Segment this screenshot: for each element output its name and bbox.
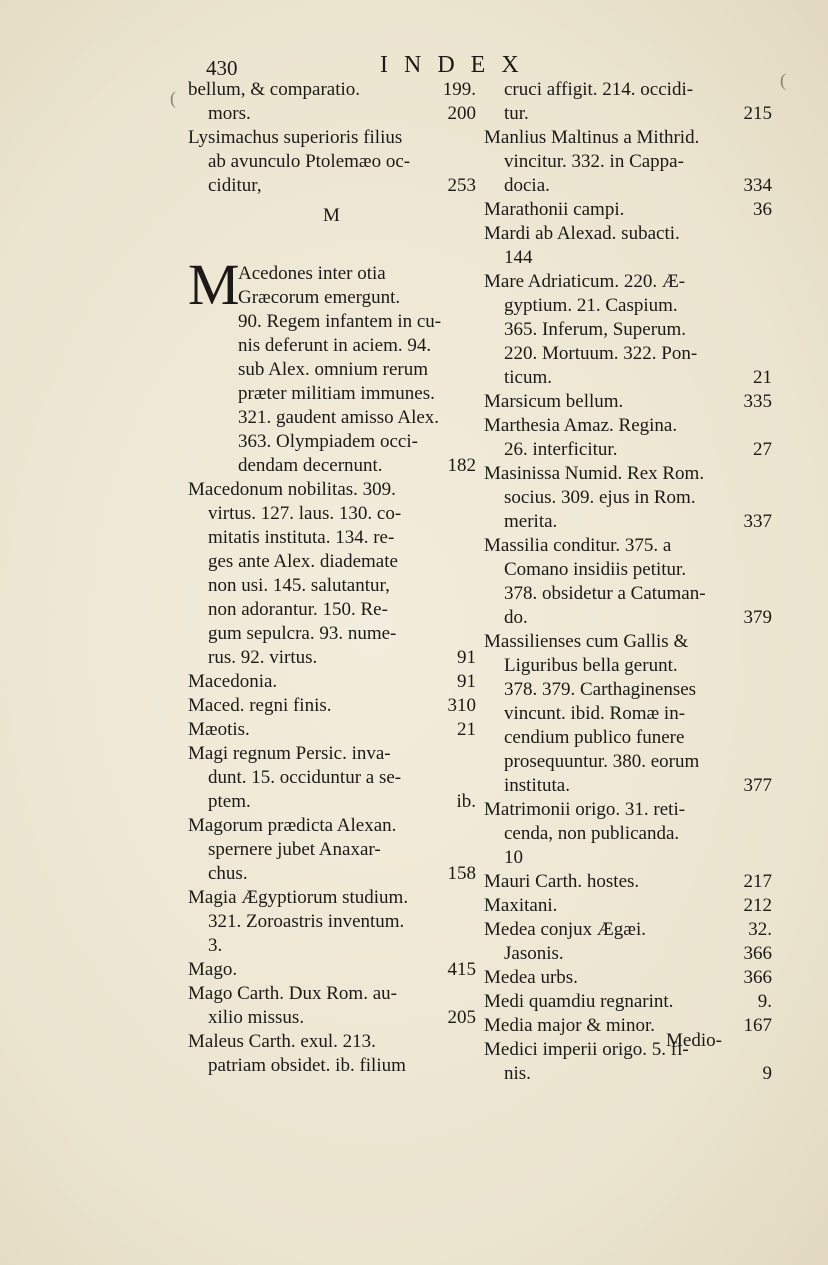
index-text: Mago. — [188, 959, 238, 980]
index-text: non adorantur. 150. Re- — [208, 599, 388, 620]
index-entry — [188, 958, 476, 982]
index-text: Acedones inter otia — [238, 263, 386, 284]
page-reference: 182 — [447, 455, 476, 476]
index-line — [188, 646, 476, 670]
index-entry — [188, 718, 476, 742]
index-text: ab avunculo Ptolemæo oc- — [208, 151, 411, 172]
index-line — [188, 718, 476, 742]
index-line — [484, 918, 772, 942]
index-text: prosequuntur. 380. eorum — [504, 751, 700, 772]
index-entry — [484, 630, 772, 798]
index-line — [484, 438, 772, 462]
index-line — [484, 774, 772, 798]
index-entry — [484, 990, 772, 1014]
page-reference — [472, 382, 476, 406]
page-reference: 310 — [447, 695, 476, 716]
index-text: 378. obsidetur a Catuman- — [504, 583, 706, 604]
index-entry — [484, 414, 772, 462]
page-reference — [472, 574, 476, 598]
index-text: cenda, non publicanda. — [504, 823, 680, 844]
index-line — [188, 934, 476, 958]
index-line — [188, 1030, 476, 1054]
index-line — [484, 798, 772, 822]
index-text: mors. — [208, 103, 251, 124]
index-text: socius. 309. ejus in Rom. — [504, 487, 696, 508]
index-text: Magi regnum Persic. inva- — [188, 743, 391, 764]
index-text: gum sepulcra. 93. nume- — [208, 623, 397, 644]
index-text: bellum, & comparatio. — [188, 79, 361, 100]
index-line — [484, 390, 772, 414]
page-reference — [768, 654, 772, 678]
index-text: mitatis instituta. 134. re- — [208, 527, 395, 548]
page-reference — [768, 486, 772, 510]
page-reference: 377 — [743, 775, 772, 796]
margin-mark: ( — [170, 88, 176, 108]
page-reference: 27 — [753, 439, 772, 460]
index-text: ptem. — [208, 791, 251, 812]
index-text: Liguribus bella gerunt. — [504, 655, 678, 676]
page-reference — [472, 358, 476, 382]
index-line — [188, 838, 476, 862]
index-text: virtus. 127. laus. 130. co- — [208, 503, 402, 524]
index-text: patriam obsidet. ib. filium — [208, 1055, 406, 1076]
index-line — [188, 1006, 476, 1030]
index-text: Mauri Carth. hostes. — [484, 871, 640, 892]
index-text: Maced. regni finis. — [188, 695, 332, 716]
index-entry — [188, 982, 476, 1030]
index-line — [484, 342, 772, 366]
index-text: Magia Ægyptiorum studium. — [188, 887, 409, 908]
page-reference — [768, 726, 772, 750]
index-text: Macedonia. — [188, 671, 278, 692]
page-reference — [768, 822, 772, 846]
index-entry — [484, 1014, 772, 1038]
index-text: Lysimachus superioris filius — [188, 127, 403, 148]
page-reference — [472, 262, 476, 286]
index-line — [238, 310, 476, 334]
page-reference — [768, 678, 772, 702]
index-text: 365. Inferum, Superum. — [504, 319, 687, 340]
page-reference: 199. — [442, 79, 476, 100]
index-line — [484, 702, 772, 726]
index-line — [188, 694, 476, 718]
page-reference — [472, 478, 476, 502]
index-text: chus. — [208, 863, 248, 884]
index-line — [188, 78, 476, 102]
index-text: nis. — [504, 1063, 531, 1084]
page-reference — [768, 78, 772, 102]
index-line — [188, 550, 476, 574]
page-reference: 9 — [762, 1063, 772, 1084]
page-reference — [768, 270, 772, 294]
page-reference — [768, 294, 772, 318]
index-line — [238, 358, 476, 382]
margin-mark: ( — [780, 70, 786, 90]
index-line — [484, 246, 772, 270]
page-reference: 415 — [447, 959, 476, 980]
page-reference: 21 — [753, 367, 772, 388]
page-reference — [768, 558, 772, 582]
page-reference: 335 — [743, 391, 772, 412]
page-reference — [768, 462, 772, 486]
index-text: merita. — [504, 511, 558, 532]
index-text: Marsicum bellum. — [484, 391, 624, 412]
page-reference — [768, 582, 772, 606]
index-line — [238, 334, 476, 358]
index-text: 144 — [504, 247, 533, 268]
page-reference — [768, 702, 772, 726]
page-reference — [768, 222, 772, 246]
page-reference: 21 — [457, 719, 476, 740]
index-line — [238, 454, 476, 478]
index-text: 220. Mortuum. 322. Pon- — [504, 343, 698, 364]
page-reference — [768, 630, 772, 654]
index-line — [238, 286, 476, 310]
page-reference — [472, 934, 476, 958]
index-line — [484, 966, 772, 990]
page-reference — [768, 798, 772, 822]
page-reference — [472, 430, 476, 454]
index-line — [188, 958, 476, 982]
index-entry — [484, 198, 772, 222]
index-line — [188, 598, 476, 622]
page-reference — [472, 1030, 476, 1054]
index-entry — [484, 918, 772, 966]
page-reference — [768, 534, 772, 558]
page-reference — [768, 414, 772, 438]
page-number: 430 — [206, 56, 238, 80]
index-line — [484, 750, 772, 774]
index-text: Marathonii campi. — [484, 199, 625, 220]
index-line — [188, 862, 476, 886]
index-text: 26. interficitur. — [504, 439, 618, 460]
index-line — [484, 894, 772, 918]
index-text: præter militiam immunes. — [238, 383, 435, 404]
index-text: cruci affigit. 214. occidi- — [504, 79, 694, 100]
index-text: ticum. — [504, 367, 553, 388]
index-text: vincunt. ibid. Romæ in- — [504, 703, 686, 724]
index-line — [188, 790, 476, 814]
page-reference — [472, 126, 476, 150]
index-line — [484, 294, 772, 318]
index-text: Medea conjux Ægæi. — [484, 919, 647, 940]
index-line — [484, 606, 772, 630]
index-text: Mago Carth. Dux Rom. au- — [188, 983, 397, 1004]
index-line — [484, 150, 772, 174]
index-entry — [188, 78, 476, 126]
index-entry — [484, 462, 772, 534]
index-text: non usi. 145. salutantur, — [208, 575, 390, 596]
index-line — [484, 318, 772, 342]
index-line — [238, 406, 476, 430]
index-line — [188, 742, 476, 766]
page-reference — [472, 550, 476, 574]
index-line — [484, 630, 772, 654]
index-column-left — [188, 78, 476, 1078]
page-reference: 212 — [743, 895, 772, 916]
page-reference: 366 — [743, 943, 772, 964]
page-reference: 379 — [743, 607, 772, 628]
index-text: 321. Zoroastris inventum. — [208, 911, 405, 932]
index-line — [484, 678, 772, 702]
page-reference — [472, 814, 476, 838]
index-text: 321. gaudent amisso Alex. — [238, 407, 440, 428]
index-text: Massilienses cum Gallis & — [484, 631, 689, 652]
page-reference — [472, 334, 476, 358]
index-entry — [484, 798, 772, 870]
index-line — [484, 126, 772, 150]
index-line — [484, 174, 772, 198]
index-text: Mare Adriaticum. 220. Æ- — [484, 271, 686, 292]
page-reference — [768, 342, 772, 366]
catchword: Medio- — [666, 1030, 722, 1051]
index-entry — [484, 534, 772, 630]
section-heading: M — [323, 205, 341, 226]
index-line — [484, 654, 772, 678]
index-line — [188, 766, 476, 790]
page-reference: 215 — [743, 103, 772, 124]
index-line — [484, 462, 772, 486]
index-entry — [484, 222, 772, 270]
index-line — [484, 726, 772, 750]
index-text: vincitur. 332. in Cappa- — [504, 151, 684, 172]
index-text: xilio missus. — [208, 1007, 305, 1028]
running-title: INDEX — [380, 52, 535, 78]
index-line — [188, 502, 476, 526]
index-text: ciditur, — [208, 175, 262, 196]
page-reference: 158 — [447, 863, 476, 884]
index-entry — [188, 814, 476, 886]
index-entry — [484, 894, 772, 918]
page-reference: 217 — [743, 871, 772, 892]
index-line — [484, 990, 772, 1014]
page-reference — [472, 742, 476, 766]
page-reference — [472, 622, 476, 646]
index-text: cendium publico funere — [504, 727, 685, 748]
index-entry — [188, 670, 476, 694]
index-line — [484, 78, 772, 102]
index-line — [188, 886, 476, 910]
page-reference: 253 — [447, 175, 476, 196]
index-text: Græcorum emergunt. — [238, 287, 401, 308]
index-text: Matrimonii origo. 31. reti- — [484, 799, 686, 820]
page-reference: 337 — [743, 511, 772, 532]
index-text: docia. — [504, 175, 550, 196]
page-reference — [472, 598, 476, 622]
index-text: dunt. 15. occiduntur a se- — [208, 767, 402, 788]
index-line — [188, 910, 476, 934]
index-text: Mæotis. — [188, 719, 250, 740]
page-reference — [472, 286, 476, 310]
page-reference — [768, 246, 772, 270]
index-line — [188, 150, 476, 174]
index-text: Masinissa Numid. Rex Rom. — [484, 463, 705, 484]
index-column-right — [484, 78, 772, 1086]
page-reference — [472, 526, 476, 550]
index-text: Macedonum nobilitas. 309. — [188, 479, 396, 500]
page-reference — [768, 126, 772, 150]
index-text: sub Alex. omnium rerum — [238, 359, 428, 380]
index-text: Comano insidiis petitur. — [504, 559, 687, 580]
page-reference — [768, 846, 772, 870]
index-text: nis deferunt in aciem. 94. — [238, 335, 432, 356]
page-reference: 366 — [743, 967, 772, 988]
index-text: 10 — [504, 847, 523, 868]
index-line — [188, 814, 476, 838]
page-reference — [472, 150, 476, 174]
drop-cap-initial: M — [188, 252, 240, 317]
index-entry — [188, 742, 476, 814]
index-line — [484, 270, 772, 294]
index-entry — [188, 478, 476, 670]
index-text: gyptium. 21. Caspium. — [504, 295, 678, 316]
index-line — [484, 1038, 772, 1062]
page-reference: 334 — [743, 175, 772, 196]
index-entry — [484, 126, 772, 198]
index-entry — [188, 694, 476, 718]
index-line — [484, 534, 772, 558]
page-reference: ib. — [456, 791, 476, 812]
index-text: 3. — [208, 935, 223, 956]
index-line — [188, 526, 476, 550]
index-text: Medici imperii origo. 5. fi- — [484, 1039, 689, 1060]
index-entry — [188, 252, 476, 478]
index-line — [188, 574, 476, 598]
page-reference: 91 — [457, 647, 476, 668]
index-entry — [188, 126, 476, 198]
index-line — [188, 622, 476, 646]
index-line — [484, 222, 772, 246]
page-reference — [472, 982, 476, 1006]
page-reference: 32. — [748, 919, 772, 940]
index-text: instituta. — [504, 775, 570, 796]
page-reference: 9. — [757, 991, 772, 1012]
index-text: 378. 379. Carthaginenses — [504, 679, 697, 700]
page-reference: 200 — [447, 103, 476, 124]
index-line — [188, 126, 476, 150]
index-line — [484, 1014, 772, 1038]
index-line — [484, 198, 772, 222]
index-line — [484, 1062, 772, 1086]
index-line — [188, 174, 476, 198]
index-text: 90. Regem infantem in cu- — [238, 311, 442, 332]
index-text: Jasonis. — [504, 943, 564, 964]
index-text: rus. 92. virtus. — [208, 647, 318, 668]
index-text: Medea urbs. — [484, 967, 578, 988]
index-line — [484, 414, 772, 438]
index-line — [484, 582, 772, 606]
page-reference: 205 — [447, 1007, 476, 1028]
page-reference — [472, 766, 476, 790]
index-line — [238, 262, 476, 286]
index-entry — [484, 1038, 772, 1086]
page-reference — [472, 310, 476, 334]
index-line — [484, 870, 772, 894]
index-line — [484, 942, 772, 966]
index-text: Magorum prædicta Alexan. — [188, 815, 397, 836]
index-text: do. — [504, 607, 528, 628]
index-entry — [484, 78, 772, 126]
index-text: Massilia conditur. 375. a — [484, 535, 672, 556]
index-text: Medi quamdiu regnarint. — [484, 991, 674, 1012]
index-entry — [484, 390, 772, 414]
index-entry — [188, 1030, 476, 1078]
index-line — [484, 846, 772, 870]
index-line — [484, 822, 772, 846]
page-reference: 167 — [743, 1015, 772, 1036]
index-line — [484, 510, 772, 534]
page-reference — [472, 1054, 476, 1078]
page-reference — [768, 1038, 772, 1062]
index-text: Maxitani. — [484, 895, 558, 916]
index-entry — [188, 886, 476, 958]
index-line — [188, 1054, 476, 1078]
index-text: ges ante Alex. diademate — [208, 551, 398, 572]
index-text: dendam decernunt. — [238, 455, 383, 476]
index-entry — [484, 270, 772, 390]
index-line — [484, 102, 772, 126]
index-text: Marthesia Amaz. Regina. — [484, 415, 678, 436]
page-reference — [768, 150, 772, 174]
index-line — [238, 430, 476, 454]
page-reference — [768, 750, 772, 774]
index-text: Manlius Maltinus a Mithrid. — [484, 127, 700, 148]
page-reference: 36 — [753, 199, 772, 220]
index-text: 363. Olympiadem occi- — [238, 431, 418, 452]
index-text: Media major & minor. — [484, 1015, 655, 1036]
index-line — [484, 558, 772, 582]
index-entry — [484, 966, 772, 990]
page-reference — [472, 838, 476, 862]
index-line — [484, 486, 772, 510]
index-text: spernere jubet Anaxar- — [208, 839, 381, 860]
index-line — [188, 982, 476, 1006]
index-line — [238, 382, 476, 406]
index-text: Maleus Carth. exul. 213. — [188, 1031, 376, 1052]
page-reference — [472, 502, 476, 526]
page-reference — [472, 910, 476, 934]
index-text: Mardi ab Alexad. subacti. — [484, 223, 680, 244]
index-line — [188, 670, 476, 694]
index-entry — [484, 870, 772, 894]
index-line — [188, 478, 476, 502]
page-reference — [472, 886, 476, 910]
page-reference — [472, 406, 476, 430]
page-reference — [768, 318, 772, 342]
index-line — [188, 102, 476, 126]
index-text: tur. — [504, 103, 529, 124]
page-reference: 91 — [457, 671, 476, 692]
index-line — [484, 366, 772, 390]
